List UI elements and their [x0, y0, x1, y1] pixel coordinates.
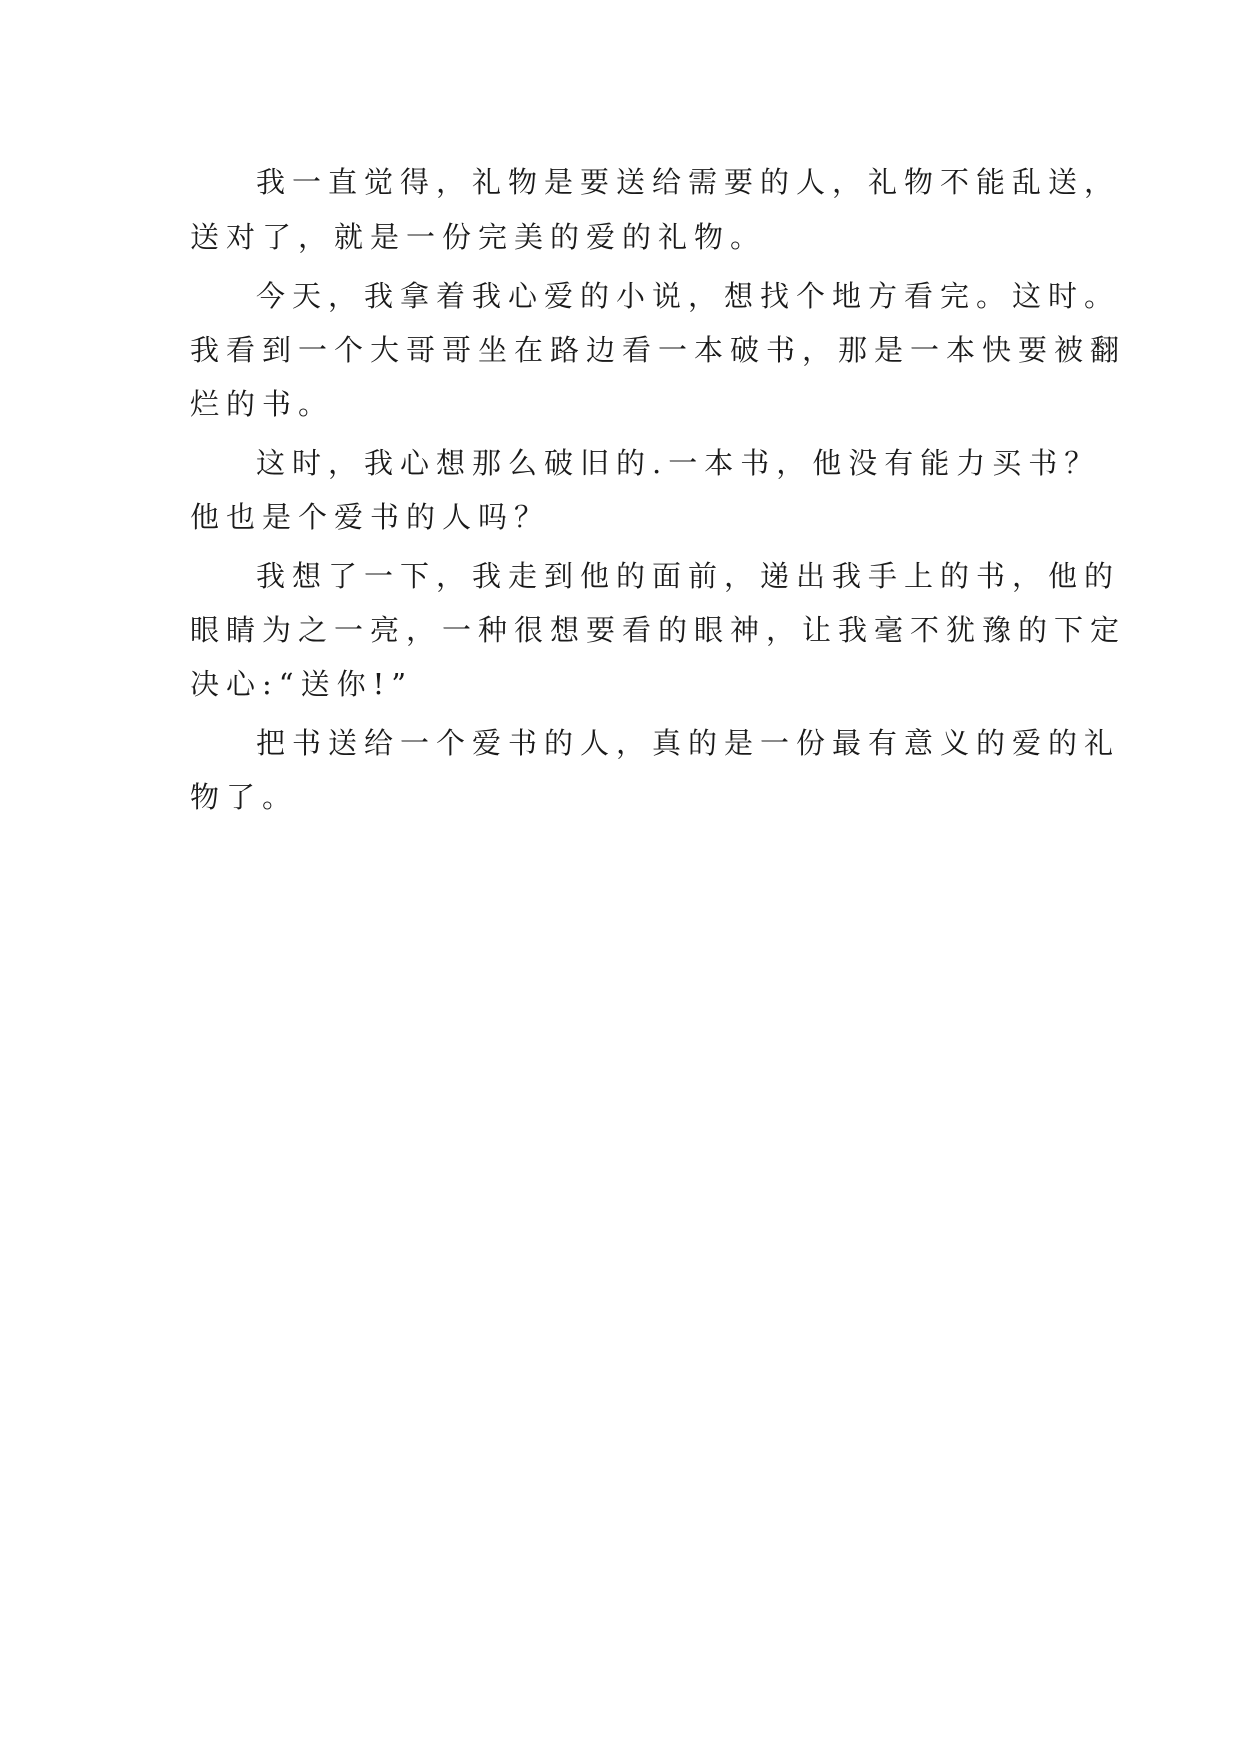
paragraph-4-line-1: 我想了一下，我走到他的面前，递出我手上的书，他的 — [256, 559, 1121, 593]
paragraph-3-line-1: 这时，我心想那么破旧的.一本书，他没有能力买书？ — [256, 446, 1101, 480]
paragraph-4-line-3: 决心:“送你!” — [190, 667, 414, 701]
paragraph-3-line-2: 他也是个爱书的人吗？ — [190, 500, 551, 534]
paragraph-5-line-1: 把书送给一个爱书的人，真的是一份最有意义的爱的礼 — [256, 726, 1121, 760]
paragraph-2-line-3: 烂的书。 — [190, 387, 335, 421]
paragraph-1-line-1: 我一直觉得，礼物是要送给需要的人，礼物不能乱送， — [256, 165, 1121, 199]
paragraph-1-line-2: 送对了，就是一份完美的爱的礼物。 — [190, 220, 767, 254]
paragraph-4-line-2: 眼睛为之一亮，一种很想要看的眼神，让我毫不犹豫的下定 — [190, 613, 1127, 647]
paragraph-5-line-2: 物了。 — [190, 780, 299, 814]
paragraph-2-line-2: 我看到一个大哥哥坐在路边看一本破书，那是一本快要被翻 — [190, 333, 1127, 367]
paragraph-2-line-1: 今天，我拿着我心爱的小说，想找个地方看完。这时。 — [256, 279, 1121, 313]
